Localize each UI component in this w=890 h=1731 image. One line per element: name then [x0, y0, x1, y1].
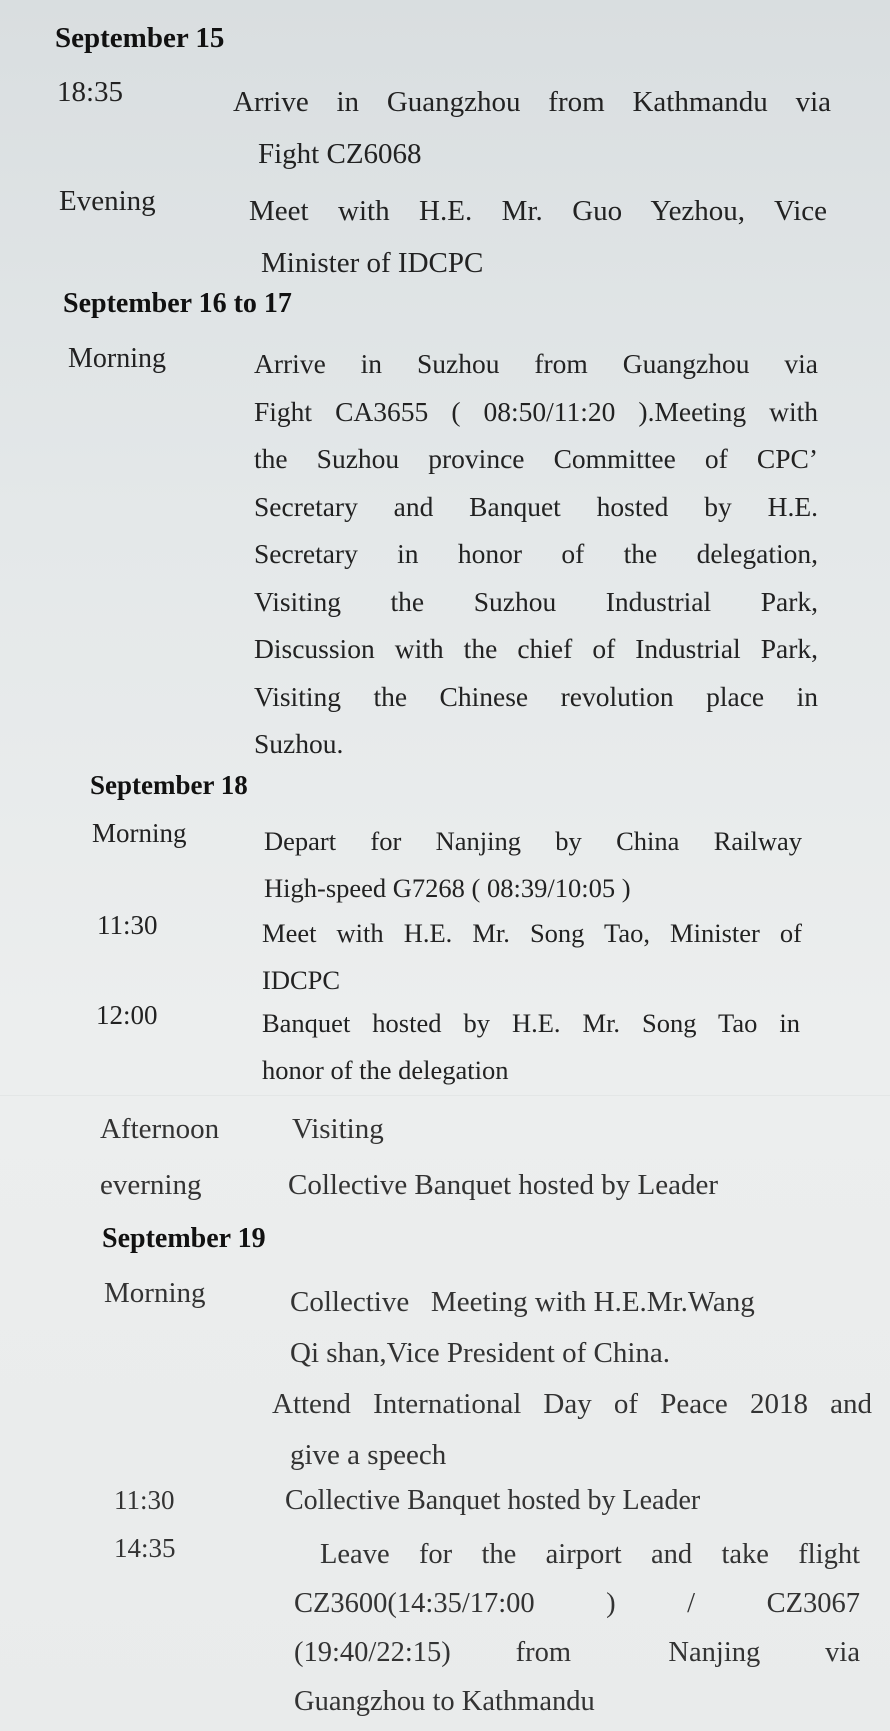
event-time: everning — [100, 1169, 202, 1201]
page-divider — [0, 1095, 890, 1096]
event-line: Secretary and Banquet hosted by H.E. — [254, 490, 818, 522]
event-line: Minister of IDCPC — [261, 247, 484, 279]
date-heading-sep-16-17: September 16 to 17 — [63, 288, 292, 319]
event-line: the Suzhou province Committee of CPC’ — [254, 443, 818, 474]
event-time: Morning — [92, 818, 187, 848]
event-line: Banquet hosted by H.E. Mr. Song Tao in — [262, 1008, 800, 1038]
event-description — [294, 1530, 860, 1726]
event-line: Guangzhou to Kathmandu — [294, 1686, 595, 1717]
date-heading-sep-18: September 18 — [90, 770, 248, 800]
event-line: Fight CA3655 ( 08:50/11:20 ).Meeting with — [254, 395, 818, 427]
event-line: Suzhou. — [254, 728, 344, 759]
event-line: Attend International Day of Peace 2018 and — [272, 1388, 872, 1420]
event-description: Visiting — [292, 1113, 384, 1145]
event-line: Arrive in Suzhou from Guangzhou via — [254, 348, 818, 379]
event-line: Visiting the Suzhou Industrial Park, — [254, 585, 818, 617]
event-description — [272, 1379, 872, 1481]
event-time: Afternoon — [100, 1113, 220, 1145]
event-description — [254, 340, 818, 768]
event-time: 18:35 — [57, 76, 124, 108]
event-time: 12:00 — [96, 1000, 158, 1030]
event-time: 11:30 — [114, 1485, 175, 1515]
event-description — [233, 76, 831, 180]
event-description: Collective Banquet hosted by Leader — [288, 1169, 719, 1201]
event-line: Discussion with the chief of Industrial Park, — [254, 633, 818, 664]
event-line: Meet with H.E. Mr. Guo Yezhou, Vice — [249, 195, 827, 227]
event-description: Collective Banquet hosted by Leader — [285, 1485, 701, 1516]
event-line: Secretary in honor of the delegation, — [254, 538, 818, 569]
event-time: Evening — [59, 185, 156, 217]
event-description — [290, 1277, 830, 1379]
event-line: Meet with H.E. Mr. Song Tao, Minister of — [262, 918, 802, 948]
event-line: Fight CZ6068 — [258, 138, 422, 170]
event-line: give a speech — [290, 1439, 447, 1471]
event-line: Leave for the airport and take flight — [320, 1539, 860, 1570]
date-heading-sep-19: September 19 — [102, 1223, 266, 1254]
event-description — [262, 910, 802, 1004]
event-time: Morning — [104, 1277, 206, 1309]
event-description — [264, 818, 802, 912]
event-line: Visiting the Chinese revolution place in — [254, 680, 818, 712]
event-time: 11:30 — [97, 910, 158, 940]
event-line: honor of the delegation — [262, 1055, 509, 1085]
event-time: 14:35 — [114, 1533, 176, 1563]
date-heading-sep-15: September 15 — [55, 22, 225, 54]
event-line: IDCPC — [262, 965, 341, 995]
event-line: (19:40/22:15) from Nanjing via — [294, 1637, 860, 1668]
event-description — [262, 1000, 800, 1094]
event-line: Depart for Nanjing by China Railway — [264, 826, 802, 856]
event-line: CZ3600(14:35/17:00 ) / CZ3067 — [294, 1588, 860, 1619]
event-time: Morning — [68, 343, 166, 374]
event-line: High-speed G7268 ( 08:39/10:05 ) — [264, 873, 631, 903]
event-line: Collective Meeting with H.E.Mr.Wang — [290, 1286, 755, 1318]
event-description — [249, 185, 827, 289]
event-line: Arrive in Guangzhou from Kathmandu via — [233, 86, 831, 118]
event-line: Qi shan,Vice President of China. — [290, 1337, 671, 1369]
